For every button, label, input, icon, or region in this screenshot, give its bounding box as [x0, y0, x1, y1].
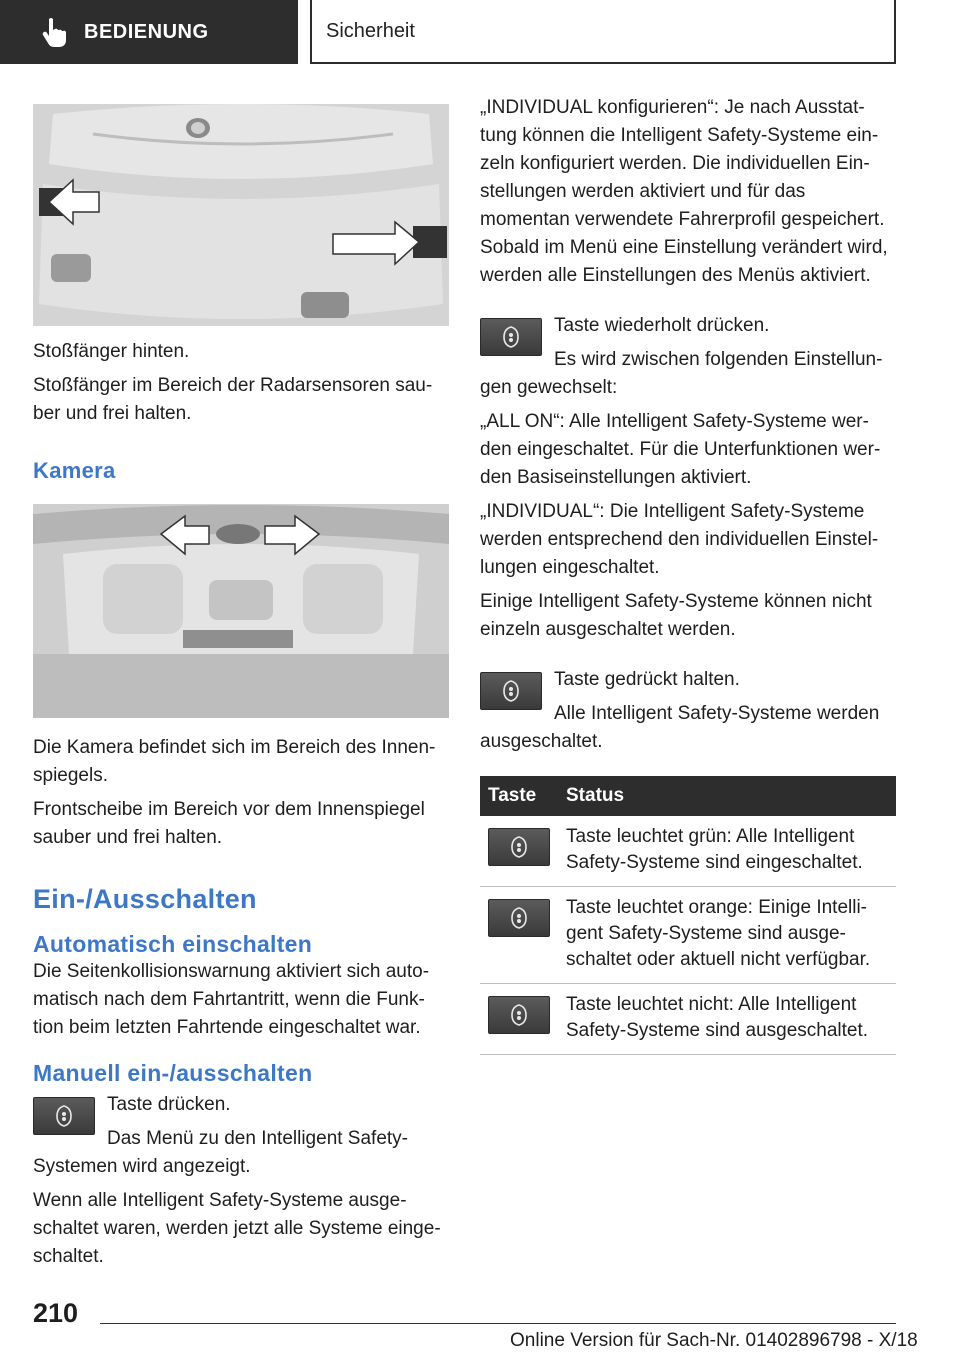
wenn-text: Wenn alle Intelligent Safety-Systeme ausge-schaltet waren, werden jetzt alle Systeme einge-schaltet. — [33, 1190, 441, 1267]
individual-text: „INDIVIDUAL“: Die Intelligent Safety-Systeme werden entsprechend den individuellen Einstel-lungen eingeschaltet. — [480, 501, 879, 578]
wechsel-text: Es wird zwischen folgenden Einstellun-gen gewechselt: — [480, 349, 883, 398]
footer-online-version: Online Version für Sach-Nr. 01402896798 - X/18 — [510, 1330, 918, 1351]
rear-bumper-image — [33, 104, 449, 326]
bumper-text: Stoßfänger im Bereich der Radarsensoren sau-ber und frei halten. — [33, 375, 433, 424]
table-header-row — [480, 776, 896, 816]
status-cell: Taste leuchtet nicht: Alle Intelligent Safety-Systeme sind ausgeschaltet. — [558, 984, 896, 1055]
manuell-instruction — [33, 1091, 449, 1181]
taste-druecken-text: Taste drücken. — [107, 1094, 231, 1115]
right-column — [480, 94, 896, 1055]
hand-pointer-icon — [40, 17, 68, 47]
individual-konfig-text: „INDIVIDUAL konfigurieren“: Je nach Ausstat-tung können die Intelligent Safety-Systeme ein-zeln konfiguriert werden. Die individuellen Ein-stellungen werden aktiviert und für das momentan verwendete Fahrerprofil gespeichert. Sobald im Menü eine Einstellung verändert wird, werden alle Einstellungen des Menüs aktiviert. — [480, 97, 888, 286]
page-number: 210 — [33, 1298, 79, 1328]
safety-button-icon — [488, 996, 550, 1034]
kamera-text-2: Frontscheibe im Bereich vor dem Innenspiegel sauber und frei halten. — [33, 799, 425, 848]
status-table — [480, 776, 896, 1055]
safety-button-icon — [480, 318, 542, 356]
footer-divider — [100, 1323, 896, 1324]
chapter-tab — [0, 0, 298, 64]
safety-button-icon — [480, 672, 542, 710]
section-tab — [310, 0, 896, 64]
column-header-status: Status — [566, 785, 625, 806]
kamera-text-1: Die Kamera befindet sich im Bereich des Innen-spiegels. — [33, 737, 436, 786]
wiederholt-instruction — [480, 312, 896, 402]
status-cell: Taste leuchtet grün: Alle Intelligent Safety-Systeme sind eingeschaltet. — [558, 816, 896, 887]
gedrueckt-instruction — [480, 666, 896, 756]
safety-button-icon — [33, 1097, 95, 1135]
heading-automatisch: Automatisch einschalten — [33, 931, 313, 957]
table-row — [480, 887, 896, 984]
gedrueckt-text: Taste gedrückt halten. — [554, 669, 740, 690]
page-header — [0, 0, 960, 66]
left-column — [33, 104, 449, 1271]
wiederholt-text: Taste wiederholt drücken. — [554, 315, 770, 336]
chapter-label: BEDIENUNG — [84, 20, 209, 43]
column-header-taste: Taste — [488, 785, 537, 806]
table-row — [480, 984, 896, 1055]
table-row — [480, 816, 896, 887]
all-on-text: „ALL ON“: Alle Intelligent Safety-Systeme wer-den eingeschaltet. Für die Unterfunktionen wer-den Basiseinstellungen aktiviert. — [480, 411, 881, 488]
camera-interior-image — [33, 504, 449, 718]
status-cell: Taste leuchtet orange: Einige Intelli-gent Safety-Systeme sind ausge-schaltet oder aktuell nicht verfügbar. — [558, 887, 896, 984]
alle-aus-text: Alle Intelligent Safety-Systeme werden ausgeschaltet. — [480, 703, 880, 752]
einige-text: Einige Intelligent Safety-Systeme können nicht einzeln ausgeschaltet werden. — [480, 591, 872, 640]
safety-button-icon — [488, 828, 550, 866]
section-label: Sicherheit — [326, 19, 415, 42]
bumper-caption: Stoßfänger hinten. — [33, 341, 190, 362]
menu-text: Das Menü zu den Intelligent Safety-Systemen wird angezeigt. — [33, 1128, 409, 1177]
auto-text: Die Seitenkollisionswarnung aktiviert sich auto-matisch nach dem Fahrtantritt, wenn die Funk-tion beim letzten Fahrtende eingeschaltet war. — [33, 961, 430, 1038]
heading-kamera: Kamera — [33, 458, 116, 483]
safety-button-icon — [488, 899, 550, 937]
heading-manuell: Manuell ein-/ausschalten — [33, 1060, 313, 1086]
heading-ein-ausschalten: Ein-/Ausschalten — [33, 884, 257, 914]
